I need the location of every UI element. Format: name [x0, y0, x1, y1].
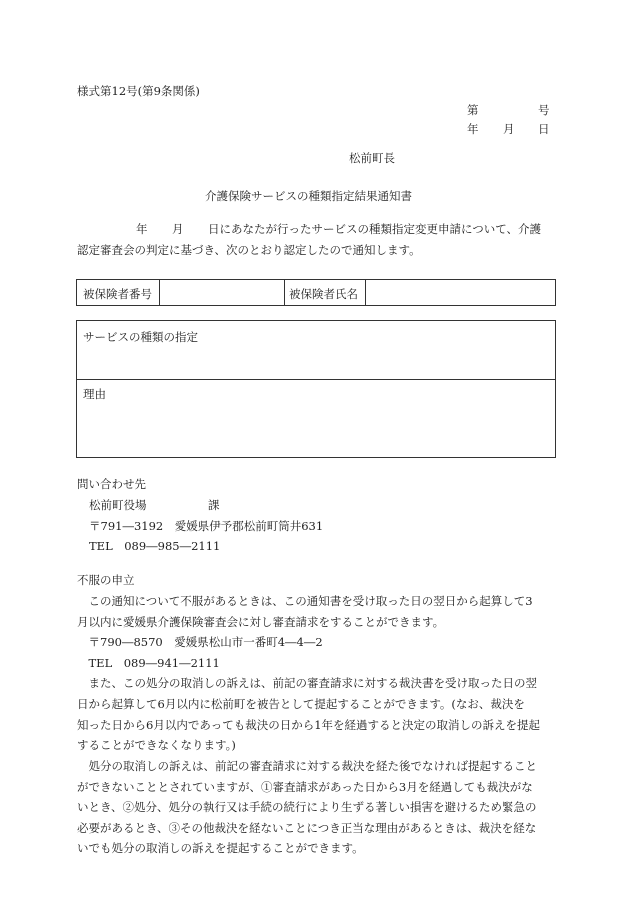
reason-label: 理由	[83, 387, 106, 401]
intro-line1: 日にあなたが行ったサービスの種類指定変更申請について、介護	[208, 222, 542, 236]
appeal-line: することができなくなります。)	[77, 738, 236, 752]
service-type-label: サービスの種類の指定	[83, 330, 198, 344]
date-day-label: 日	[538, 122, 550, 136]
appeal-line: 月以内に愛媛県介護保険審査会に対し審査請求をすることができます。	[77, 615, 445, 629]
divider	[159, 280, 160, 305]
appeal-line: いとき、②処分、処分の執行又は手続の続行により生ずる著しい損害を避けるため緊急の	[77, 800, 537, 814]
page-title: 介護保険サービスの種類指定結果通知書	[205, 189, 412, 203]
appeal-line: また、この処分の取消しの訴えは、前記の審査請求に対する裁決書を受け取った日の翌	[77, 676, 537, 690]
appeal-line: この通知について不服があるときは、この通知書を受け取った日の翌日から起算して3	[77, 594, 533, 608]
contact-office: 松前町役場	[89, 498, 147, 512]
appeal-line: 知った日から6月以内であっても裁決の日から1年を経過すると決定の取消しの訴えを提起	[77, 718, 541, 732]
divider	[77, 379, 555, 380]
appeal-heading: 不服の申立	[77, 573, 135, 587]
insured-name-label: 被保険者氏名	[289, 287, 358, 301]
designation-table	[76, 320, 556, 458]
form-number: 様式第12号(第9条関係)	[77, 84, 200, 98]
insured-table	[76, 279, 556, 306]
divider	[284, 280, 285, 305]
contact-tel: TEL 089―985―2111	[89, 539, 221, 553]
intro-line2: 認定審査会の判定に基づき、次のとおり認定したので通知します。	[77, 243, 421, 257]
divider	[365, 280, 366, 305]
date-year-label: 年	[467, 122, 479, 136]
number-label-go: 号	[538, 103, 550, 117]
insured-number-label: 被保険者番号	[83, 287, 152, 301]
issuer: 松前町長	[349, 151, 395, 165]
appeal-line: 〒790―8570 愛媛県松山市一番町4―4―2	[77, 635, 323, 649]
appeal-line: 処分の取消しの訴えは、前記の審査請求に対する裁決を経た後でなければ提起すること	[77, 759, 537, 773]
number-label-dai: 第	[467, 103, 479, 117]
appeal-line: ができないこととされていますが、①審査請求があった日から3月を経過しても裁決がな	[77, 780, 533, 794]
appeal-line: 必要があるとき、③その他裁決を経ないことにつき正当な理由があるときは、裁決を経な	[77, 821, 537, 835]
appeal-line: 日から起算して6月以内に松前町を被告として提起することができます。(なお、裁決を	[77, 697, 525, 711]
intro-month-label: 月	[172, 222, 184, 236]
appeal-line: TEL 089―941―2111	[77, 656, 220, 670]
intro-year-label: 年	[136, 222, 148, 236]
date-month-label: 月	[503, 122, 515, 136]
appeal-line: いでも処分の取消しの訴えを提起することができます。	[77, 841, 364, 855]
contact-heading: 問い合わせ先	[77, 477, 146, 491]
contact-address: 〒791―3192 愛媛県伊予郡松前町筒井631	[89, 519, 324, 533]
contact-section: 課	[208, 498, 220, 512]
